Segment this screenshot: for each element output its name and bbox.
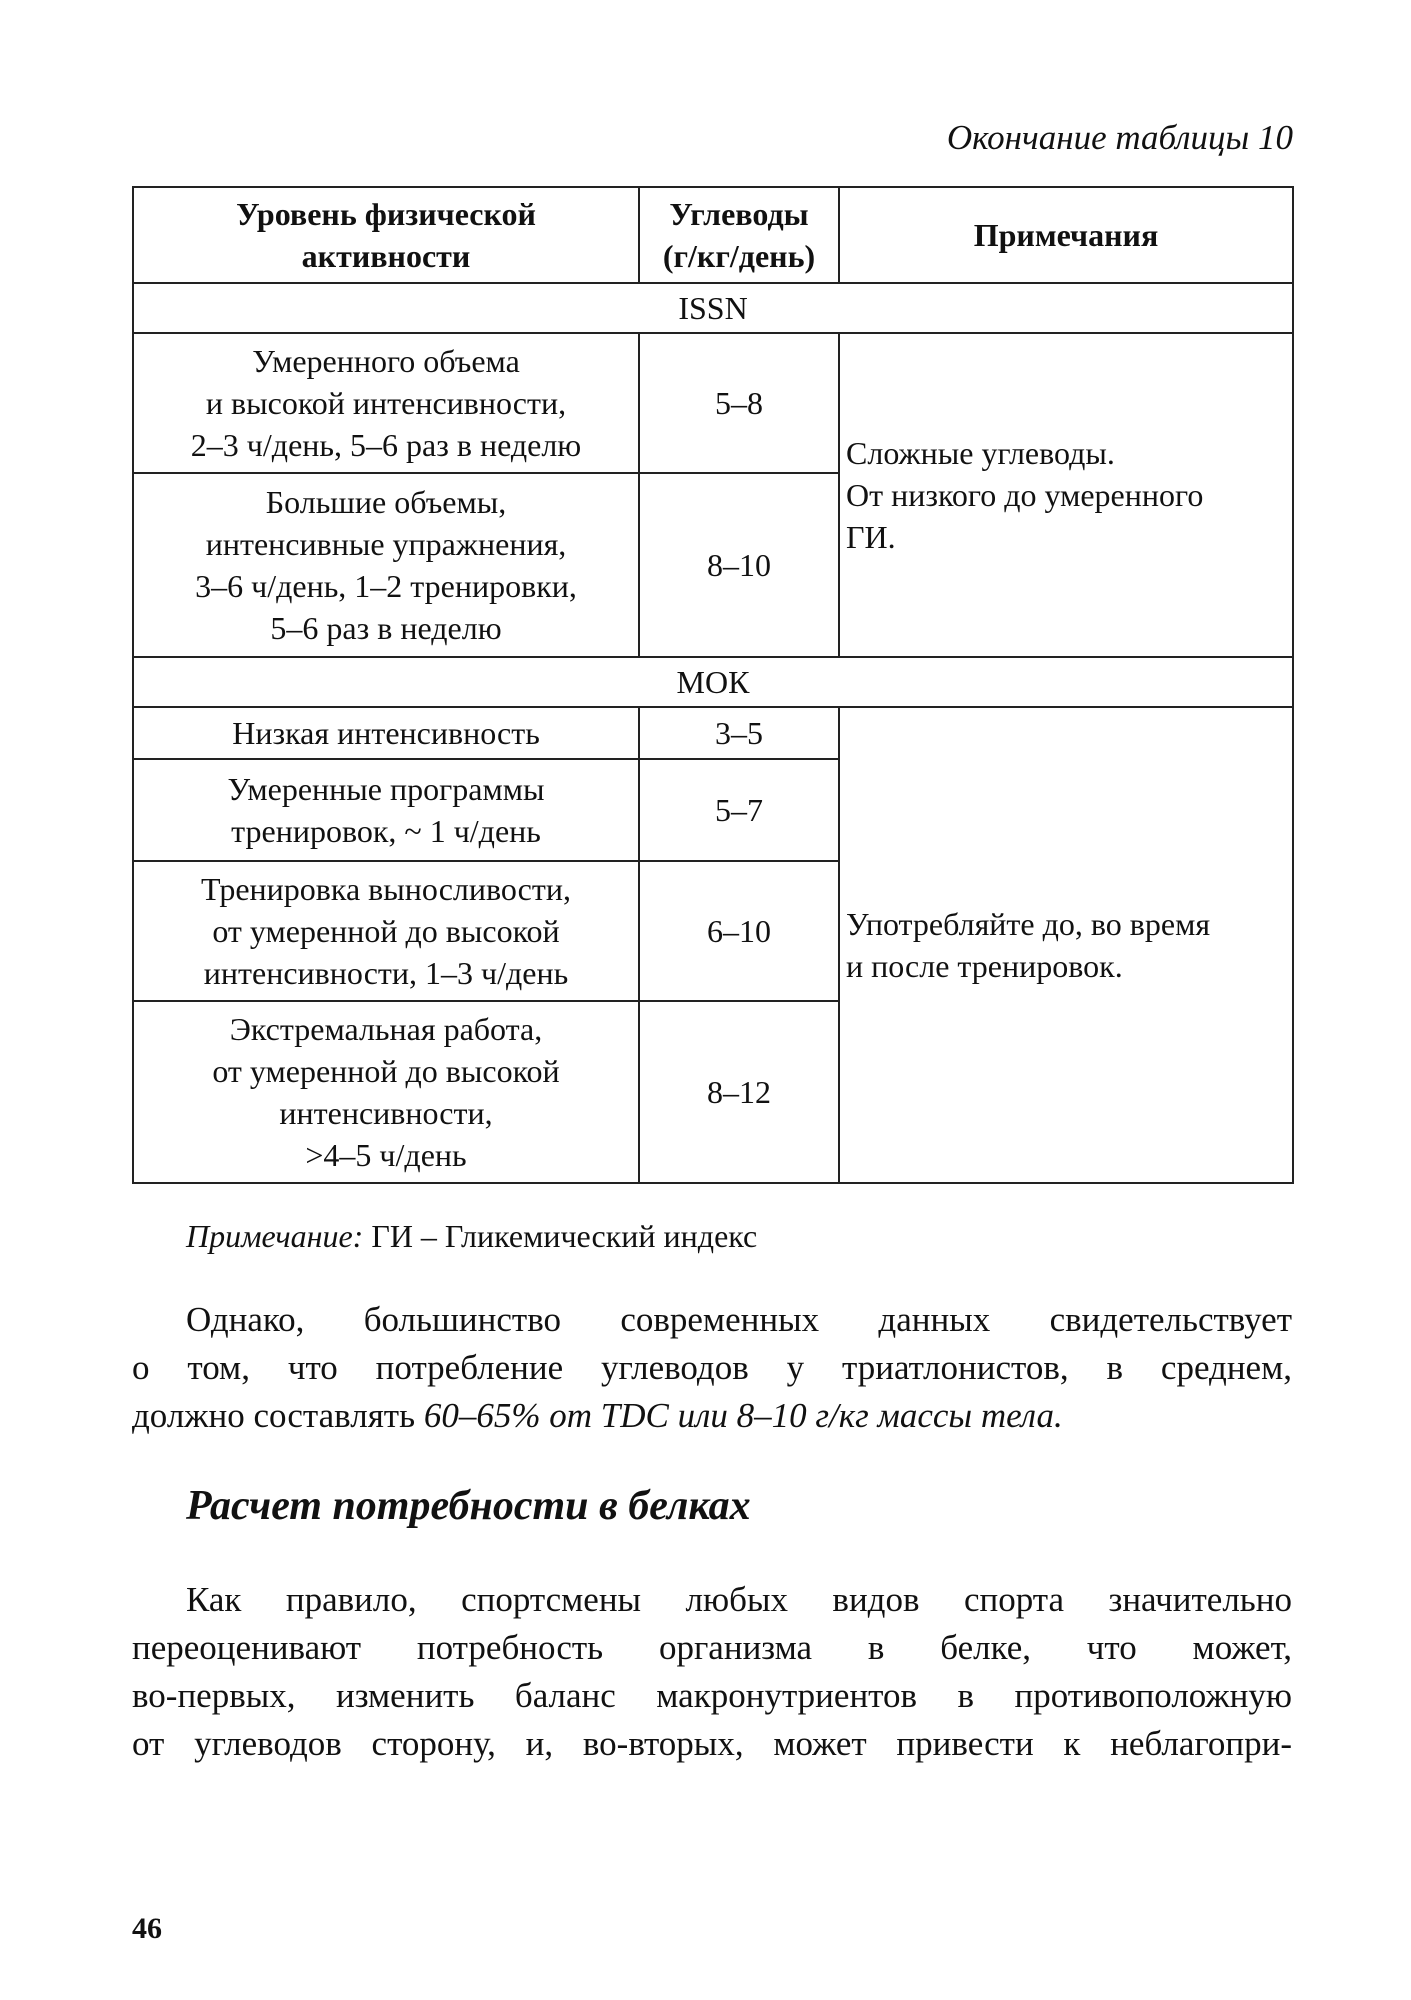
footnote-label: Примечание: — [186, 1218, 364, 1254]
table-header-row — [133, 187, 1293, 283]
paragraph-protein: Как правило, спортсмены любых видов спорта значительно переоценивают потребность организма в белке, что может, во-первых, изменить баланс макронутриентов в противоположную от углеводов сторону, и, во-вторых, может привести к неблагопри- — [132, 1580, 1292, 1763]
activity-cell: Низкая интенсивность — [133, 707, 639, 759]
notes-cell-issn: Сложные углеводы. От низкого до умеренного ГИ. — [839, 333, 1293, 657]
activity-cell: Экстремальная работа, от умеренной до высокой интенсивности, >4–5 ч/день — [133, 1001, 639, 1183]
table-row — [133, 333, 1293, 473]
footnote-text: ГИ – Гликемический индекс — [363, 1218, 758, 1254]
carbs-cell: 8–12 — [639, 1001, 839, 1183]
group-label-mok: МОК — [133, 657, 1293, 707]
header-carbs: Углеводы (г/кг/день) — [639, 187, 839, 283]
page-number: 46 — [132, 1912, 162, 1945]
paragraph-carbs-summary: Однако, большинство современных данных свидетельствует о том, что потребление углеводов у триатлонистов, в среднем, должно составлять 60–65% от TDC или 8–10 г/кг массы тела. — [132, 1300, 1292, 1435]
emphasis-text: 60–65% от TDC или 8–10 г/кг массы тела. — [423, 1396, 1063, 1435]
carbs-cell: 6–10 — [639, 861, 839, 1001]
carbs-cell: 5–7 — [639, 759, 839, 861]
group-row-mok — [133, 657, 1293, 707]
activity-cell: Тренировка выносливости, от умеренной до высокой интенсивности, 1–3 ч/день — [133, 861, 639, 1001]
header-activity: Уровень физической активности — [133, 187, 639, 283]
activity-cell: Умеренного объема и высокой интенсивности, 2–3 ч/день, 5–6 раз в неделю — [133, 333, 639, 473]
notes-cell-mok: Употребляйте до, во время и после тренировок. — [839, 707, 1293, 1183]
carbohydrate-table — [132, 186, 1294, 1184]
table-continuation-label: Окончание таблицы 10 — [946, 118, 1293, 157]
group-row-issn — [133, 283, 1293, 333]
table-footnote — [186, 1218, 757, 1255]
carbs-cell: 5–8 — [639, 333, 839, 473]
activity-cell: Умеренные программы тренировок, ~ 1 ч/день — [133, 759, 639, 861]
carbs-cell: 3–5 — [639, 707, 839, 759]
section-heading: Расчет потребности в белках — [186, 1483, 751, 1529]
header-notes: Примечания — [839, 187, 1293, 283]
group-label-issn: ISSN — [133, 283, 1293, 333]
activity-cell: Большие объемы, интенсивные упражнения, 3–6 ч/день, 1–2 тренировки, 5–6 раз в неделю — [133, 473, 639, 657]
table-row — [133, 707, 1293, 759]
carbs-cell: 8–10 — [639, 473, 839, 657]
